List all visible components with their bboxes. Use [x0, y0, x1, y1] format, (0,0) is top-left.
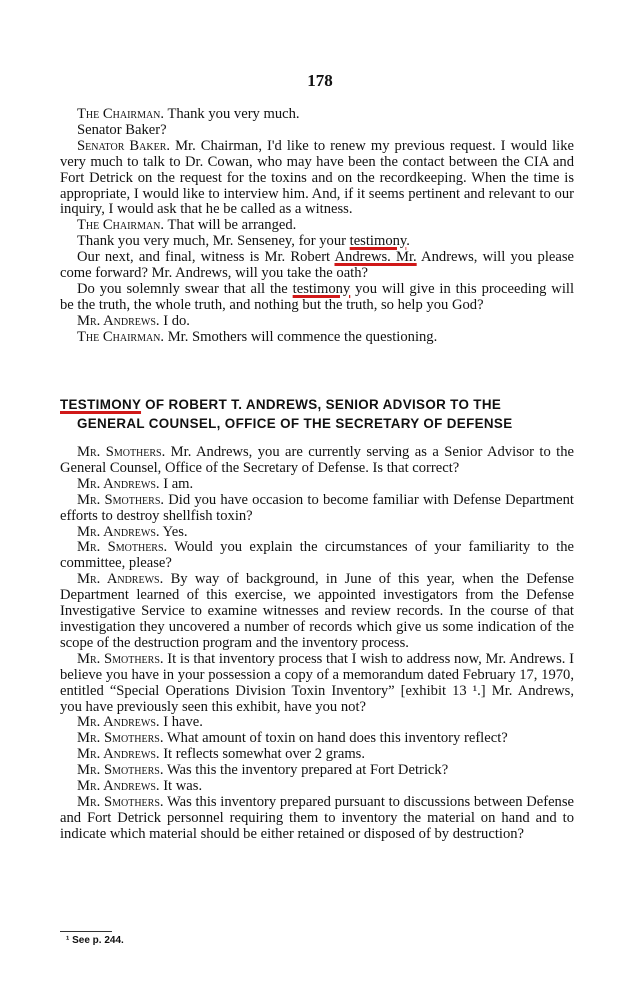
paragraph [60, 218, 574, 234]
paragraph-text: I am. [159, 475, 194, 492]
speaker-label: The Chairman. [77, 328, 165, 345]
underlined-word: TESTIMONY [60, 397, 142, 412]
paragraph [60, 477, 574, 493]
paragraph [60, 493, 574, 525]
heading-text: GENERAL COUNSEL, OFFICE OF THE SECRETARY OF DEFENSE [77, 416, 513, 431]
underlined-word: Andrews. Mr. [334, 249, 417, 266]
underlined-word: testimony [349, 233, 407, 250]
paragraph-text: It reflects somewhat over 2 grams. [159, 746, 366, 763]
speaker-label: The Chairman. [77, 106, 165, 122]
paragraph [60, 330, 574, 346]
speaker-label: Mr. Andrews. [77, 312, 160, 329]
paragraph-text: I do. [159, 312, 190, 329]
underlined-word: testimony [292, 280, 351, 297]
paragraph-text: Was this inventory prepared pursuant to discussions between Defense and Fort Detrick personnel requiring them to inventory the material on hand and to indicate which material should be either retained or disposed of by destruction? [60, 793, 575, 842]
speaker-label: Mr. Smothers. [77, 762, 164, 779]
paragraph-text: Was this the inventory prepared at Fort Detrick? [163, 762, 449, 779]
paragraph [60, 652, 574, 716]
speaker-label: Senator Baker. [77, 137, 171, 154]
speaker-label: Mr. Andrews. [77, 714, 160, 731]
paragraph-text: Mr. Andrews, you are currently serving as a Senior Advisor to the General Counsel, Office of the Secretary of Defense. Is that correct? [60, 444, 574, 476]
paragraph [60, 540, 574, 572]
speaker-label: Mr. Smothers. [77, 444, 166, 460]
speaker-label: Mr. Andrews. [77, 571, 164, 588]
paragraph-text: Senator Baker? [77, 121, 167, 138]
paragraph-text: Yes. [159, 523, 188, 540]
paragraph [60, 795, 574, 843]
heading-text: OF ROBERT T. ANDREWS, SENIOR ADVISOR TO THE [141, 397, 502, 412]
page-number: 178 [307, 71, 333, 90]
speaker-label: The Chairman. [77, 217, 165, 234]
paragraph-text: you will give in this proceeding will be the truth, the whole truth, and nothing but the truth, so help you God? [60, 280, 575, 313]
footnote-rule [60, 931, 112, 932]
speaker-label: Mr. Smothers. [77, 650, 164, 667]
paragraph-text: Would you explain the circumstances of your familiarity to the committee, please? [60, 539, 574, 572]
paragraph-text: Mr. Smothers will commence the questioning. [164, 328, 438, 345]
paragraph-text: What amount of toxin on hand does this inventory reflect? [163, 730, 508, 747]
paragraph [60, 282, 574, 314]
speaker-label: Mr. Andrews. [77, 523, 160, 540]
paragraph-text: Our next, and final, witness is Mr. Robert [77, 249, 335, 266]
paragraph [60, 731, 574, 747]
paragraph-text: . [406, 233, 410, 250]
paragraph [60, 123, 574, 139]
paragraph [60, 715, 574, 731]
speaker-label: Mr. Smothers. [77, 730, 164, 747]
paragraph [60, 763, 574, 779]
paragraph-text: Thank you very much. [164, 106, 300, 122]
paragraph [60, 139, 574, 219]
speaker-label: Mr. Andrews. [77, 746, 160, 763]
paragraph-text: It was. [159, 778, 203, 795]
testimony-body [60, 445, 574, 843]
speaker-label: Mr. Smothers. [77, 539, 168, 556]
paragraph-text: That will be arranged. [164, 217, 297, 234]
paragraph [60, 234, 574, 250]
paragraph [60, 314, 574, 330]
paragraph [60, 525, 574, 541]
speaker-label: Mr. Andrews. [77, 778, 160, 795]
paragraph-text: Thank you very much, Mr. Senseney, for your [77, 233, 350, 250]
paragraph-text: I have. [159, 714, 203, 731]
paragraph [60, 572, 574, 652]
paragraph-text: By way of background, in June of this year, when the Defense Department learned of this exercise, we appointed investigators from the Defense Investigative Service to examine witnesses and review records. In the course of that investigation they uncovered a number of records which give us some indication of the scope of the destruction program and the inventory process. [60, 571, 575, 651]
opening-exchange [60, 107, 574, 346]
speaker-label: Mr. Smothers. [77, 793, 164, 810]
paragraph-text: Mr. Chairman, I'd like to renew my previous request. I would like very much to talk to Dr. Cowan, who may have been the contact between the CIA and Fort Detrick on the request for the toxins and on the recordkeeping. When the time is appropriate, I would like to interview him. And, if it seems pertinent and relevant to our inquiry, I would ask that he be called as a witness. [60, 137, 574, 218]
footnote: ¹ See p. 244. [66, 935, 124, 946]
speaker-label: Mr. Andrews. [77, 475, 160, 492]
paragraph-text: Did you have occasion to become familiar with Defense Department efforts to destroy shellfish toxin? [60, 491, 574, 524]
paragraph-text: It is that inventory process that I wish to address now, Mr. Andrews. I believe you have in your possession a copy of a memorandum dated February 17, 1970, entitled “Special Operations Division Toxin Inventory” [exhibit 13 ¹.] Mr. Andrews, you have previously seen this exhibit, have you not? [60, 650, 574, 715]
paragraph [60, 107, 574, 123]
speaker-label: Mr. Smothers. [77, 491, 165, 508]
paragraph [60, 250, 574, 282]
section-heading [60, 395, 574, 433]
paragraph [60, 445, 574, 477]
paragraph [60, 779, 574, 795]
paragraph [60, 747, 574, 763]
paragraph-text: Do you solemnly swear that all the [77, 280, 293, 297]
paragraph-text: Andrews, will you please come forward? Mr. Andrews, will you take the oath? [60, 249, 574, 282]
